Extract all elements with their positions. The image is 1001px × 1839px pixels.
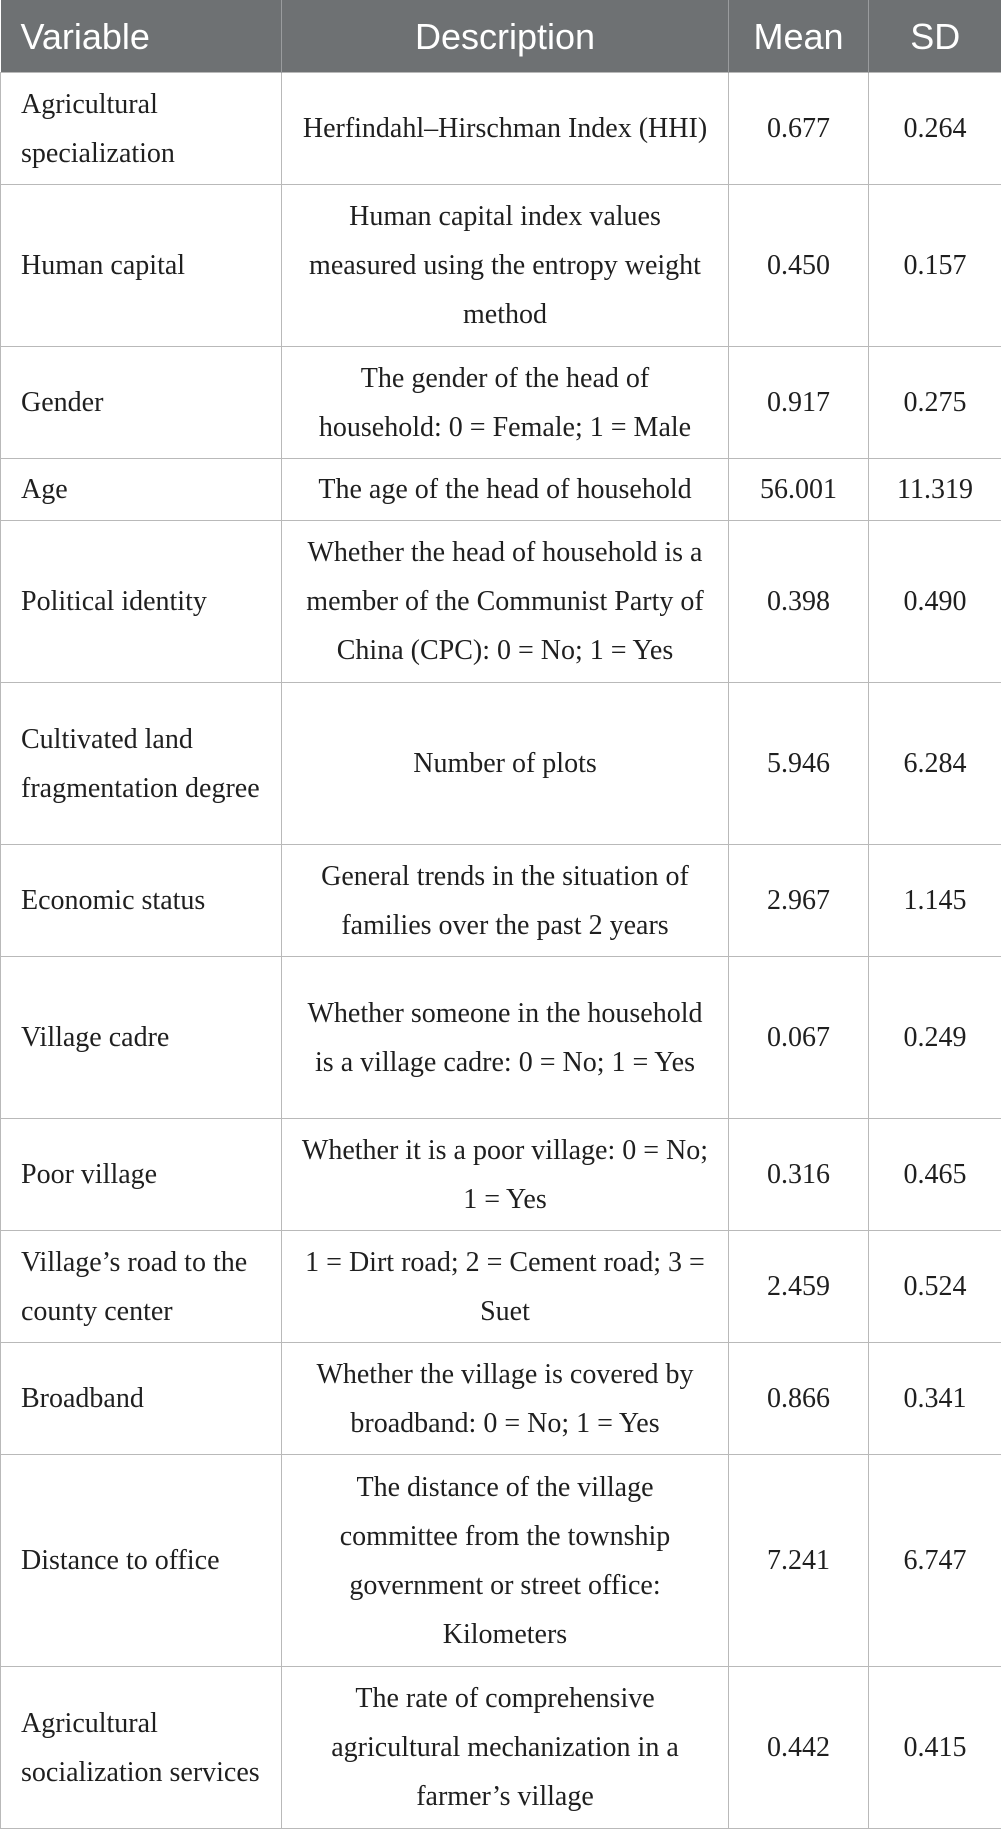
cell-mean: 0.442 xyxy=(729,1667,869,1829)
cell-variable: Distance to office xyxy=(1,1455,282,1667)
cell-sd: 6.747 xyxy=(869,1455,1001,1667)
cell-description: The distance of the village committee from the township government or street office: Kilometers xyxy=(282,1455,729,1667)
table-row xyxy=(1,1231,1001,1343)
cell-variable: Agricultural specialization xyxy=(1,73,282,185)
header-mean: Mean xyxy=(729,0,869,73)
cell-mean: 0.067 xyxy=(729,957,869,1119)
cell-variable: Age xyxy=(1,459,282,521)
cell-sd: 0.264 xyxy=(869,73,1001,185)
cell-description: General trends in the situation of families over the past 2 years xyxy=(282,845,729,957)
cell-variable: Agricultural socialization services xyxy=(1,1667,282,1829)
cell-description: Herfindahl–Hirschman Index (HHI) xyxy=(282,73,729,185)
cell-sd: 0.524 xyxy=(869,1231,1001,1343)
cell-sd: 1.145 xyxy=(869,845,1001,957)
table-header xyxy=(1,0,1001,73)
cell-sd: 0.465 xyxy=(869,1119,1001,1231)
cell-variable: Poor village xyxy=(1,1119,282,1231)
cell-mean: 0.398 xyxy=(729,521,869,683)
cell-mean: 56.001 xyxy=(729,459,869,521)
cell-sd: 0.341 xyxy=(869,1343,1001,1455)
cell-sd: 0.415 xyxy=(869,1667,1001,1829)
cell-sd: 6.284 xyxy=(869,683,1001,845)
cell-variable: Broadband xyxy=(1,1343,282,1455)
cell-variable: Village’s road to the county center xyxy=(1,1231,282,1343)
table-row xyxy=(1,845,1001,957)
cell-mean: 0.866 xyxy=(729,1343,869,1455)
table-row xyxy=(1,1119,1001,1231)
table-row xyxy=(1,521,1001,683)
cell-mean: 2.459 xyxy=(729,1231,869,1343)
table-row xyxy=(1,957,1001,1119)
header-row xyxy=(1,0,1001,73)
cell-description: Number of plots xyxy=(282,683,729,845)
cell-mean: 0.316 xyxy=(729,1119,869,1231)
cell-description: 1 = Dirt road; 2 = Cement road; 3 = Suet xyxy=(282,1231,729,1343)
header-variable: Variable xyxy=(1,0,282,73)
header-description: Description xyxy=(282,0,729,73)
table-row xyxy=(1,347,1001,459)
cell-description: Whether the head of household is a member of the Communist Party of China (CPC): 0 = No; 1 = Yes xyxy=(282,521,729,683)
table-row xyxy=(1,1455,1001,1667)
table-body xyxy=(1,73,1001,1829)
table-row xyxy=(1,185,1001,347)
cell-mean: 0.450 xyxy=(729,185,869,347)
cell-description: The age of the head of household xyxy=(282,459,729,521)
cell-description: Whether the village is covered by broadband: 0 = No; 1 = Yes xyxy=(282,1343,729,1455)
cell-mean: 7.241 xyxy=(729,1455,869,1667)
cell-sd: 0.275 xyxy=(869,347,1001,459)
table-row xyxy=(1,1667,1001,1829)
cell-description: Whether someone in the household is a village cadre: 0 = No; 1 = Yes xyxy=(282,957,729,1119)
table-row xyxy=(1,683,1001,845)
cell-sd: 0.490 xyxy=(869,521,1001,683)
cell-sd: 0.249 xyxy=(869,957,1001,1119)
cell-mean: 0.677 xyxy=(729,73,869,185)
cell-description: The gender of the head of household: 0 = Female; 1 = Male xyxy=(282,347,729,459)
table-row xyxy=(1,73,1001,185)
table-row xyxy=(1,459,1001,521)
cell-variable: Gender xyxy=(1,347,282,459)
cell-variable: Political identity xyxy=(1,521,282,683)
cell-variable: Human capital xyxy=(1,185,282,347)
cell-description: The rate of comprehensive agricultural mechanization in a farmer’s village xyxy=(282,1667,729,1829)
cell-variable: Cultivated land fragmentation degree xyxy=(1,683,282,845)
cell-variable: Economic status xyxy=(1,845,282,957)
cell-description: Whether it is a poor village: 0 = No; 1 = Yes xyxy=(282,1119,729,1231)
cell-description: Human capital index values measured using the entropy weight method xyxy=(282,185,729,347)
cell-mean: 5.946 xyxy=(729,683,869,845)
cell-sd: 11.319 xyxy=(869,459,1001,521)
cell-mean: 0.917 xyxy=(729,347,869,459)
header-sd: SD xyxy=(869,0,1001,73)
cell-sd: 0.157 xyxy=(869,185,1001,347)
cell-variable: Village cadre xyxy=(1,957,282,1119)
cell-mean: 2.967 xyxy=(729,845,869,957)
table-row xyxy=(1,1343,1001,1455)
